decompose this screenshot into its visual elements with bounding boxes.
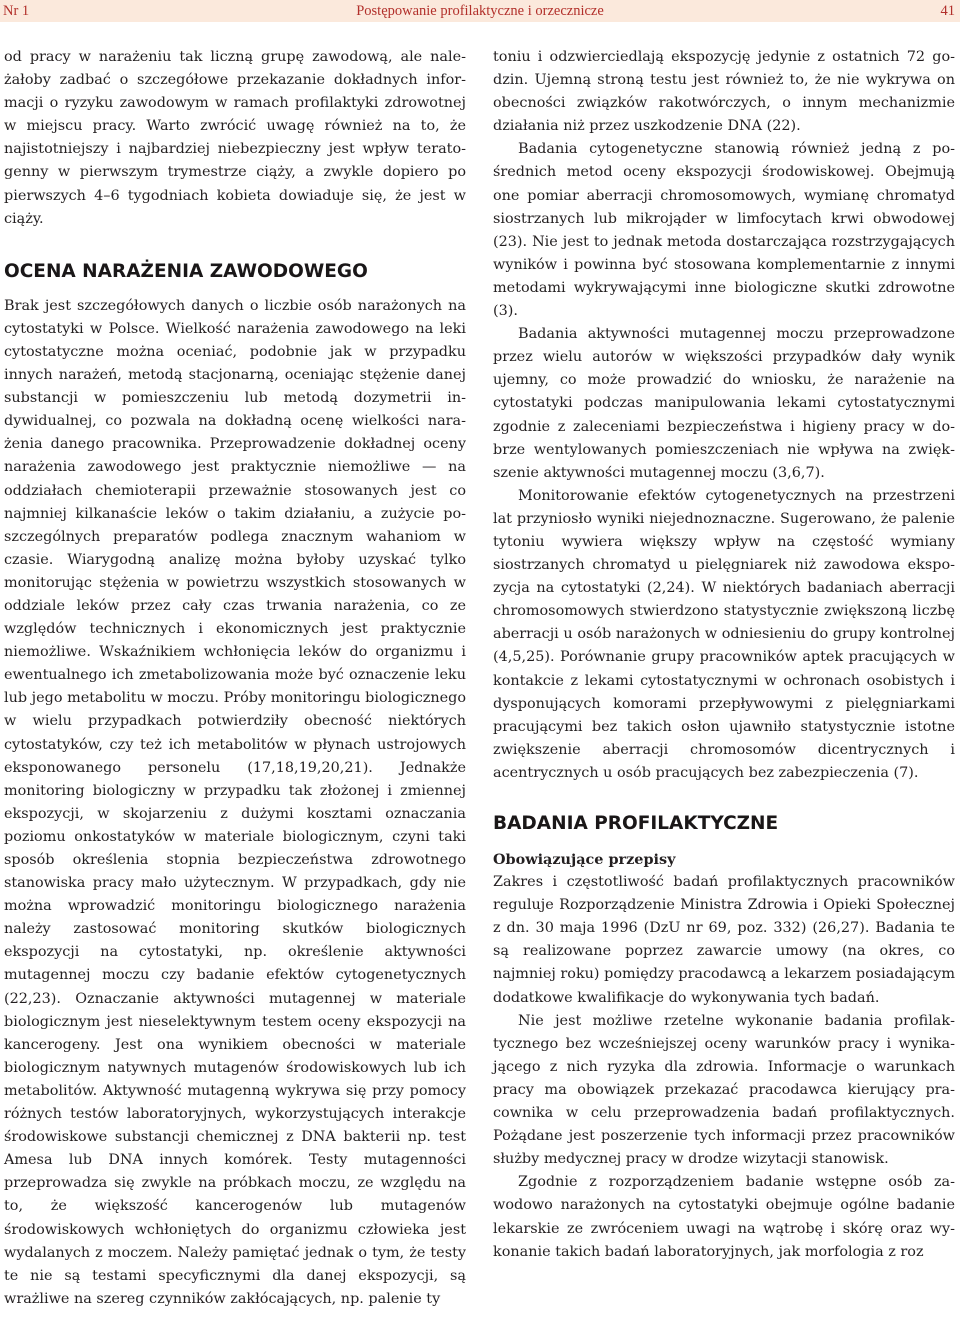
left-column: [4, 46, 466, 1311]
section-heading-ocena-narazenia: OCENA NARAŻENIA ZAWODOWEGO: [4, 260, 368, 282]
paragraph: Badania cytogenetyczne stanowią również jedną z pośrednich metod oceny ekspozycji środowiskowej. Obejmują one pomiar aberracji chromosomowych, wymianę chromatyd siostrzanych lub mikrojąder w limfocytach krwi obwodowej (23). Nie jest to jednak metoda dostarczająca rozstrzygających wyników i powinna być stosowana komplementarnie z innymi metodami wykrywającymi inne biologiczne skutki zdrowotne (3).: [493, 141, 955, 320]
section-heading-badania-profilaktyczne: BADANIA PROFILAKTYCZNE: [493, 813, 779, 834]
subsection-heading: Obowiązujące przepisy: [493, 851, 676, 868]
right-column: [493, 46, 955, 1264]
paragraph: Nie jest możliwe rzetelne wykonanie badania profilaktycznego bez wcześniejszej oceny warunków pracy i wynikającego z nich ryzyka dla zdrowia. Informacje o warunkach pracy ma obowiązek przekazać pracodawca kierujący pracownika w celu przeprowadzenia badań profilaktycznych. Pożądane jest poszerzenie tych informacji przez pracowników służby medycznej pracy w drodze wizytacji stanowisk.: [493, 1012, 955, 1168]
paragraph: Brak jest szczegółowych danych o liczbie osób narażonych na cytostatyki w Polsce. Wielkość narażenia zawodowego na leki cytostatyczne można oceniać, podobnie jak w przypadku innych narażeń, metodą stacjonarną, oceniając stężenie danej substancji w pomieszczeniu lub metodą dozymetrii indywidualnej, co pozwala na dokładną ocenę wielkości narażenia danego pracownika. Przeprowadzenie dokładnej oceny narażenia zawodowego jest praktycznie niemożliwe — na oddziałach chemioterapii przeważnie stosowanych jest co najmniej kilkanaście leków o takim działaniu, a zużycie poszczególnych preparatów podlega znacznym wahaniom w czasie. Wiarygodną analizę można byłoby uzyskać tylko monitorując stężenia w powietrzu wszystkich stosowanych w oddziale leków przez cały czas trwania narażenia, co ze względów technicznych i ekonomicznych jest praktycznie niemożliwe. Wskaźnikiem wchłonięcia leków do organizmu i ewentualnego ich zmetabolizowania może być oznaczenie leku lub jego metabolitu w moczu. Próby monitoringu biologicznego w wielu przypadkach potwierdziły obecność niektórych cytostatyków, czy też ich metabolitów w płynach ustrojowych eksponowanego personelu (17,18,19,20,21). Jednakże monitoring biologiczny w przypadku tak złożonej i zmiennej ekspozycji, w skojarzeniu z dużymi kosztami oznaczania poziomu onkostatyków w materiale biologicznym, czyni taki sposób określenia stopnia bezpieczeństwa zdrowotnego stanowiska pracy mało użytecznym. W przypadkach, gdy nie można wprowadzić monitoringu biologicznego narażenia należy zastosować monitoring skutków biologicznych ekspozycji na cytostatyki, np. określenie aktywności mutagennej moczu czy badanie efektów cytogenetycznych (22,23). Oznaczanie aktywności mutagennej w materiale biologicznym jest nieselektywnym testem oceny ekspozycji na kancerogeny. Jest ona wynikiem obecności w materiale biologicznym natywnych mutagenów środowiskowych lub ich metabolitów. Aktywność mutagenną wykrywa się przy pomocy różnych testów laboratoryjnych, wykorzystujących interakcje środowiskowe substancji chemicznej z DNA bakterii np. test Amesa lub DNA innych komórek. Testy mutagenności przeprowadza się zwykle na próbkach moczu, ze względu na to, że większość kancerogenów lub mutagenów środowiskowych wchłoniętych do organizmu człowieka jest wydalanych z moczem. Należy pamiętać jednak o tym, że testy te nie są testami specyficznymi dla danej ekspozycji, są wrażliwe na szereg czynników zakłócających, np. palenie ty: [4, 297, 467, 1307]
page-number: 41: [940, 3, 955, 19]
paragraph: Badania aktywności mutagennej moczu przeprowadzone przez wielu autorów w większości przypadków dały wynik ujemny, co może prowadzić do wniosku, że narażenie na cytostatyki podczas manipulowania lekami cytostatycznymi zgodnie z zaleceniami bezpieczeństwa i higieny pracy w dobrze wentylowanych pomieszczeniach nie wpływa na zwiększenie aktywności mutagennej moczu (3,6,7).: [493, 326, 955, 481]
paragraph: Monitorowanie efektów cytogenetycznych na przestrzeni lat przyniosło wyniki niejednoznaczne. Sugerowano, że palenie tytoniu wywiera większy wpływ na częstość wymiany siostrzanych chromatyd u pielęgniarek niż zawodowa ekspozycja na cytostatyki (2,24). W niektórych badaniach aberracji chromosomowych stwierdzono statystycznie zwiększoną liczbę aberracji u osób narażonych w odniesieniu do grupy kontrolnej (4,5,25). Porównanie grupy pracowników aptek pracujących w kontakcie z lekami cytostatycznymi w ochronach osobistych i dysponujących komorami przepływowymi z pielęgniarkami pracującymi bez takich osłon ujawniło statystycznie istotne zwiększenie aberracji chromosomów dicentrycznych i acentrycznych u osób pracujących bez zabezpieczenia (7).: [493, 487, 955, 781]
paragraph: Zgodnie z rozporządzeniem badanie wstępne osób zawodowo narażonych na cytostatyki obejmuje ogólne badanie lekarskie ze zwróceniem uwagi na wątrobę i skórę oraz wykonanie takich badań laboratoryjnych, jak morfologia z roz: [493, 1174, 955, 1260]
issue-number: Nr 1: [3, 3, 30, 19]
paragraph: toniu i odzwierciedlają ekspozycję jedynie z ostatnich 72 godzin. Ujemną stroną testu jest również to, że nie wykrywa on obecności związków rakotwórczych, o innym mechanizmie działania niż przez uszkodzenie DNA (22).: [493, 49, 955, 135]
running-header: [0, 0, 960, 22]
paragraph: Zakres i częstotliwość badań profilaktycznych pracowników reguluje Rozporządzenie Ministra Zdrowia i Opieki Społecznej z dn. 30 maja 1996 (DzU nr 69, poz. 332) (26,27). Badania te są realizowane poprzez zawarcie umowy (na okres, co najmniej roku) pomiędzy pracodawcą a lekarzem posiadającym dodatkowe kwalifikacje do wykonywania tych badań.: [493, 874, 955, 1006]
running-title: Postępowanie profilaktyczne i orzecznicze: [356, 3, 604, 19]
paragraph: od pracy w narażeniu tak liczną grupę zawodową, ale należałoby zadbać o szczegółowe przekazanie dokładnych informacji o ryzyku zawodowym w ramach profilaktyki zdrowotnej w miejscu pracy. Warto zwrócić uwagę również na to, że najistotniejszy i najbardziej niebezpieczny jest wpływ teratogenny w pierwszym trymestrze ciąży, a zwykle dopiero po pierwszych 4–6 tygodniach kobieta dowiaduje się, że jest w ciąży.: [4, 49, 466, 227]
